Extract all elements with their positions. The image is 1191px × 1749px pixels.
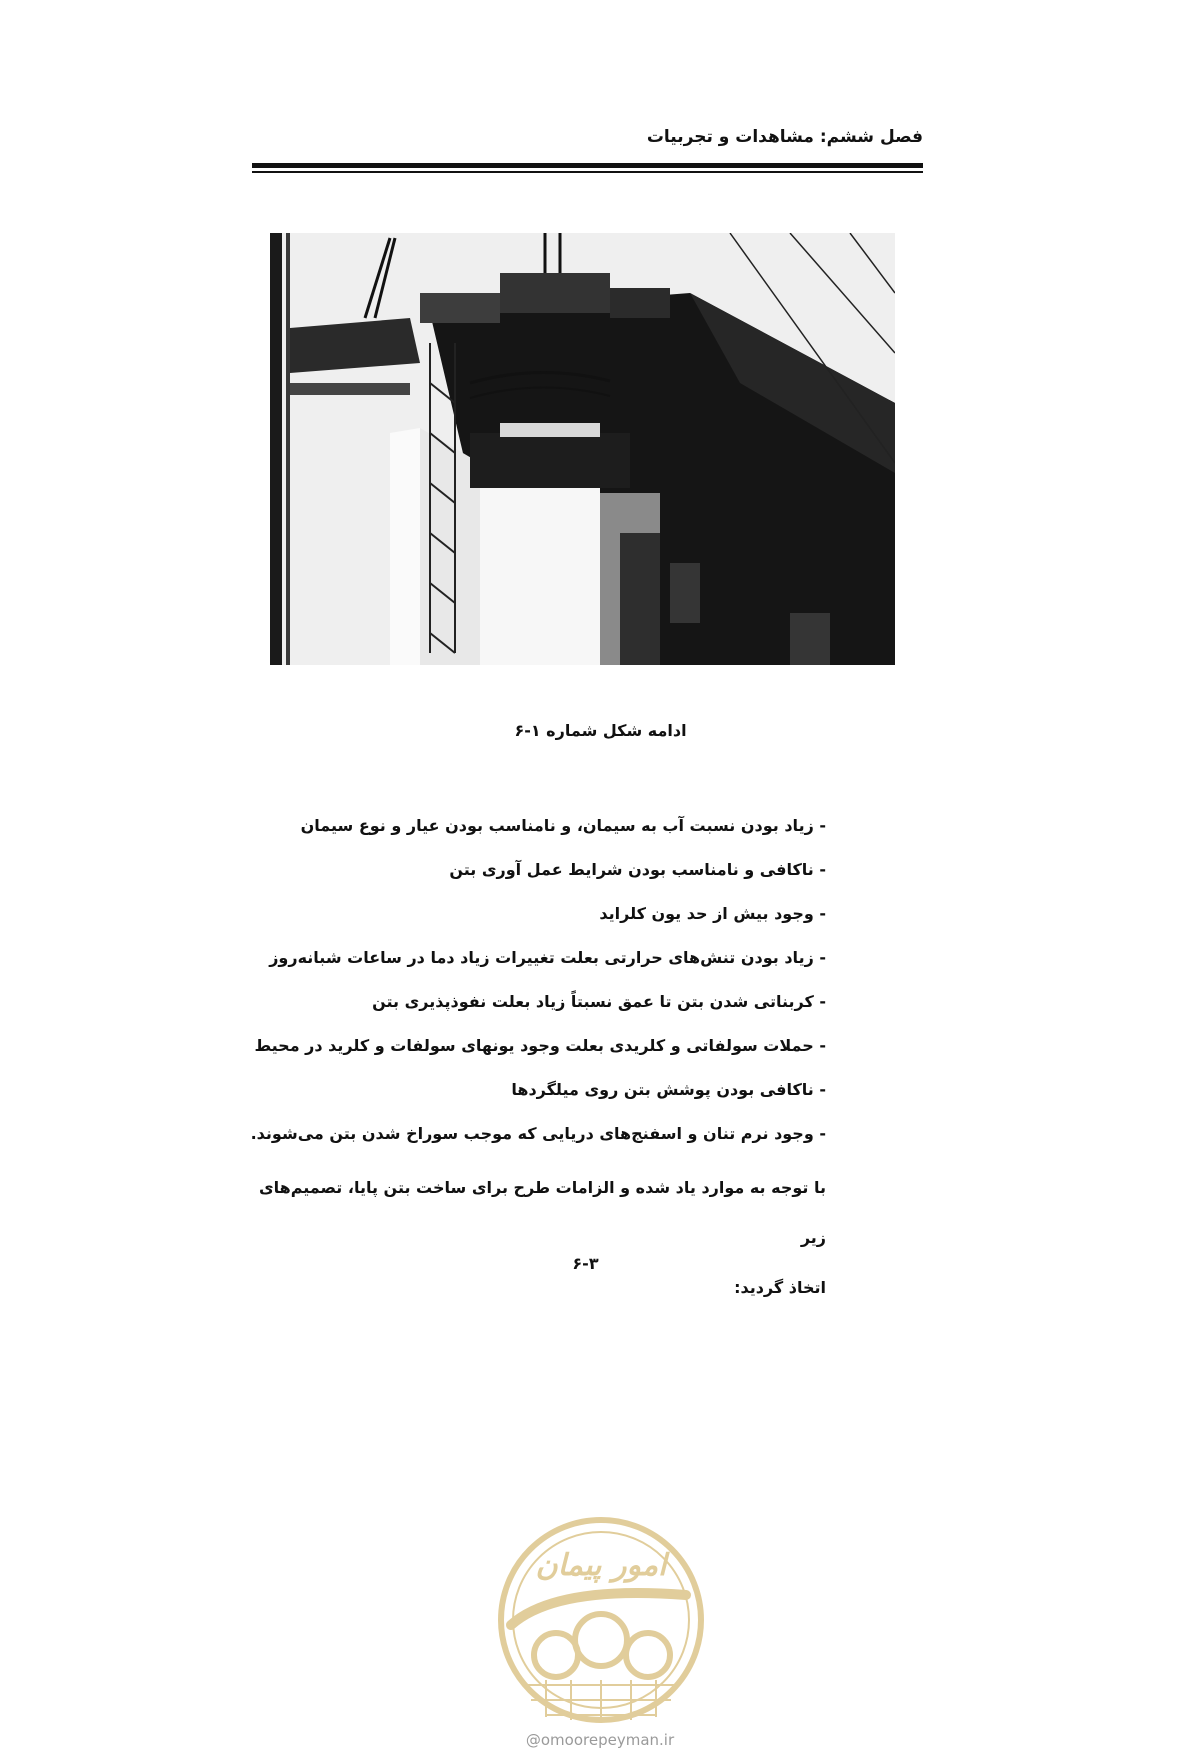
logo-text: امور پیمان: [535, 1548, 667, 1583]
chapter-title: فصل ششم: مشاهدات و تجربیات: [646, 127, 923, 147]
figure-caption: [0, 721, 1191, 740]
watermark-url: @omoorepeyman.ir: [525, 1731, 675, 1749]
list-item: - کربناتی شدن بتن تا عمق نسبتاً زیاد بعلت نفوذپذیری بتن: [372, 992, 826, 1011]
header-rule-thin: [252, 171, 923, 173]
cause-list: [226, 804, 826, 1156]
list-item: - ناکافی بودن پوشش بتن روی میلگردها: [511, 1080, 826, 1099]
list-item: - وجود بیش از حد یون کلراید: [599, 904, 826, 923]
list-item: - حملات سولفاتی و کلریدی بعلت وجود یونهای سولفات و کلرید در محیط: [254, 1036, 826, 1055]
list-item: - ناکافی و نامناسب بودن شرایط عمل آوری بتن: [449, 860, 826, 879]
section-number: [0, 1254, 1191, 1273]
list-item: - زیاد بودن نسبت آب به سیمان، و نامناسب بودن عیار و نوع سیمان: [300, 816, 826, 835]
bridge-construction-photo: [270, 233, 895, 665]
header-rule-thick: [252, 163, 923, 168]
paragraph-line-2: اتخاذ گردید:: [734, 1278, 826, 1297]
omoorepeyman-seal-logo: [486, 1505, 716, 1735]
figure-caption-text: ادامه شکل شماره ۱-۶: [514, 721, 687, 740]
list-item: - زیاد بودن تنش‌های حرارتی بعلت تغییرات زیاد دما در ساعات شبانه‌روز: [269, 948, 826, 967]
decision-paragraph: [226, 1163, 826, 1313]
paragraph-line-1: با توجه به موارد یاد شده و الزامات طرح برای ساخت بتن پایا، تصمیم‌های زیر: [258, 1178, 826, 1247]
list-item: - وجود نرم تنان و اسفنج‌های دریایی که موجب سوراخ شدن بتن می‌شوند.: [250, 1124, 826, 1143]
section-number-text: ۶-۳: [572, 1254, 599, 1273]
